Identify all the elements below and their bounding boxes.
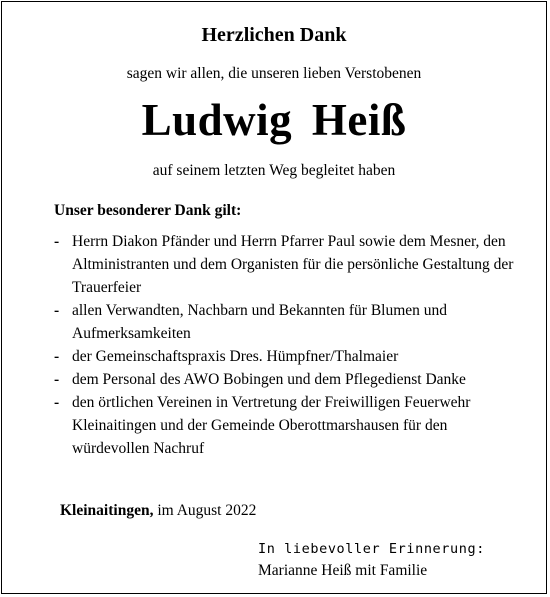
dash-bullet: - — [54, 348, 60, 365]
thanks-item-text: dem Personal des AWO Bobingen und dem Pflegedienst Danke — [72, 371, 466, 388]
list-item — [54, 230, 524, 299]
list-item — [54, 345, 524, 368]
place-name: Kleinaitingen, — [60, 502, 154, 519]
list-item — [54, 368, 524, 391]
outro-line: auf seinem letzten Weg begleitet haben — [152, 162, 396, 179]
notice-headline: Herzlichen Dank — [201, 24, 347, 46]
thanks-list — [54, 230, 524, 460]
thanks-item-text: den örtlichen Vereinen in Vertretung der Freiwilligen Feuerwehr Kleinaitingen und der Gemeinde Oberottmarshausen für den würdevollen Nachruf — [72, 394, 471, 457]
list-item — [54, 299, 524, 345]
deceased-name: Ludwig Heiß — [141, 95, 407, 145]
list-item — [54, 391, 524, 460]
thanks-item-text: allen Verwandten, Nachbarn und Bekannten für Blumen und Aufmerksamkeiten — [72, 302, 448, 342]
thanks-item-text: der Gemeinschaftspraxis Dres. Hümpfner/Thalmaier — [72, 348, 399, 365]
obituary-thank-you-notice — [1, 1, 547, 594]
intro-line: sagen wir allen, die unseren lieben Verstobenen — [126, 65, 422, 82]
signoff — [258, 539, 485, 581]
memory-line: In liebevoller Erinnerung: — [258, 541, 485, 557]
place-and-date — [60, 502, 256, 520]
family-signature: Marianne Heiß mit Familie — [258, 562, 428, 579]
dash-bullet: - — [54, 371, 60, 388]
dash-bullet: - — [54, 302, 60, 319]
thanks-item-text: Herrn Diakon Pfänder und Herrn Pfarrer Paul sowie dem Mesner, den Altministranten und dem Organisten für die persönliche Gestaltung der Trauerfeier — [72, 233, 514, 296]
dash-bullet: - — [54, 233, 60, 250]
notice-date: im August 2022 — [157, 502, 257, 519]
thanks-heading: Unser besonderer Dank gilt: — [54, 202, 242, 219]
dash-bullet: - — [54, 394, 60, 411]
